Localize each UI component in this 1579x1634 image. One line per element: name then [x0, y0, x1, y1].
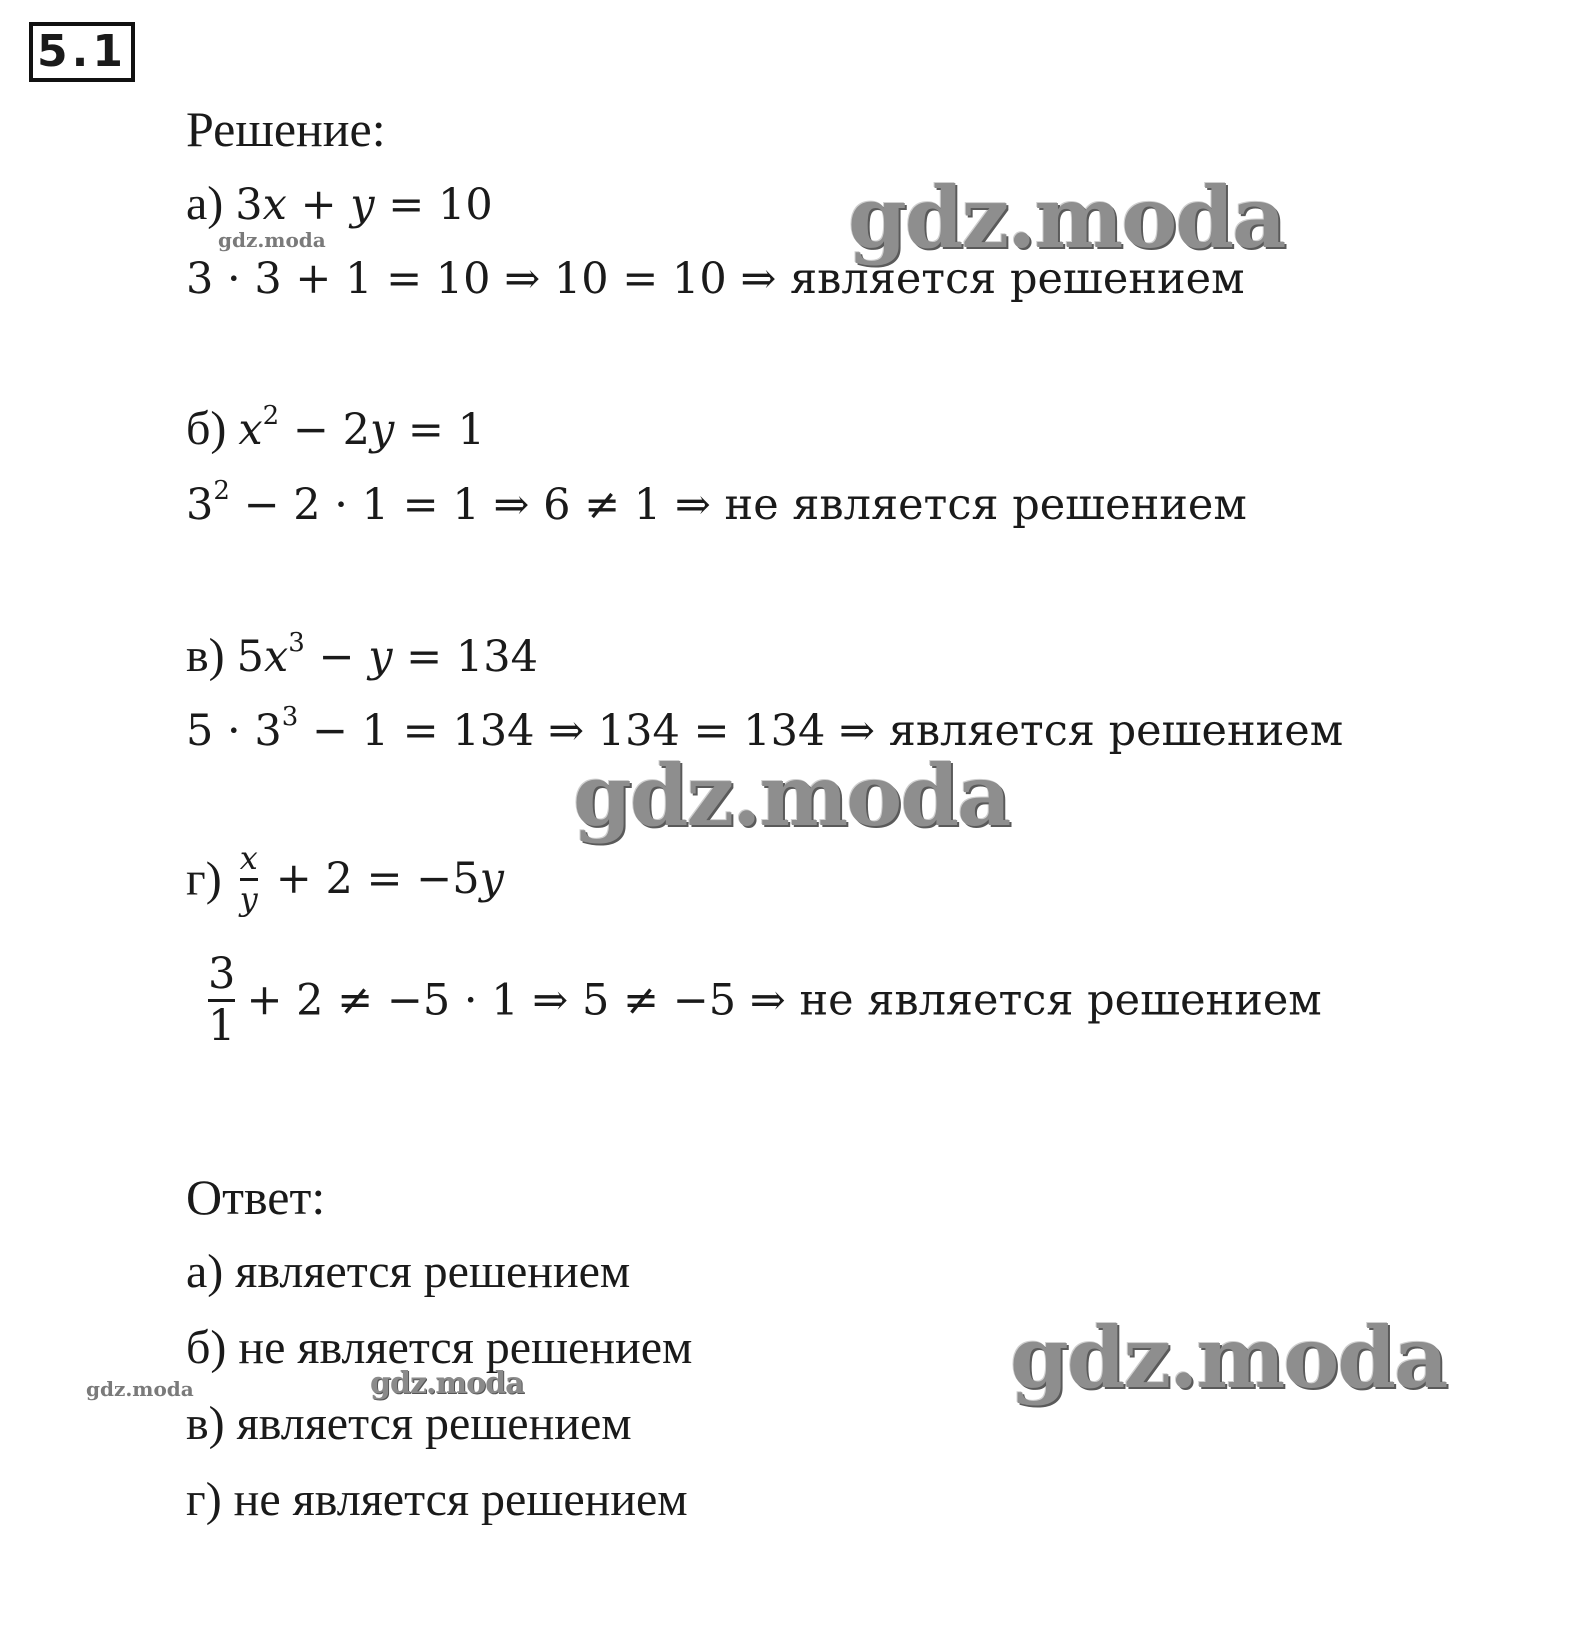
base: 3 — [186, 480, 214, 530]
denominator: y — [239, 879, 258, 918]
var-y: y — [479, 854, 504, 905]
watermark-medium: gdz.moda — [370, 1366, 524, 1401]
numerator: 3 — [208, 949, 236, 999]
part-b-label: б) — [186, 402, 227, 455]
watermark: gdz.moda — [573, 746, 1010, 845]
part-b-equation — [186, 401, 485, 456]
part-a-check: 3 · 3 + 1 = 10 ⇒ 10 = 10 ⇒ является решением — [186, 254, 1245, 304]
op: + — [286, 180, 351, 230]
var-y: y — [350, 180, 375, 230]
var-x: x — [262, 180, 287, 230]
answer-a: а) является решением — [186, 1245, 631, 1298]
answer-d: г) не является решением — [186, 1473, 688, 1526]
part-c-equation — [186, 628, 538, 683]
watermark-small: gdz.moda — [86, 1377, 194, 1401]
numerator: x — [239, 839, 258, 877]
coef: 3 — [235, 180, 263, 230]
var-x: x — [264, 632, 289, 682]
op: − 2 — [279, 405, 370, 455]
watermark-small: gdz.moda — [218, 228, 326, 252]
denominator: 1 — [208, 1001, 236, 1052]
exponent: 3 — [281, 702, 299, 732]
part-d-check — [200, 949, 1322, 1052]
task-number: 5.1 — [29, 22, 135, 82]
part-d-label: г) — [186, 852, 222, 906]
part-c-label: в) — [186, 629, 225, 682]
coef: 5 — [236, 632, 265, 682]
rhs: = 134 — [392, 632, 538, 682]
part-b-check — [186, 476, 1247, 530]
exponent: 2 — [262, 401, 280, 431]
fraction-3-over-1 — [208, 949, 236, 1052]
fraction-x-over-y — [239, 839, 258, 918]
rest: − 2 · 1 = 1 ⇒ 6 ≠ 1 ⇒ не является решением — [229, 480, 1247, 530]
pre: 5 · 3 — [186, 706, 282, 756]
rest: + 2 ≠ −5 · 1 ⇒ 5 ≠ −5 ⇒ не является решением — [246, 975, 1322, 1026]
rest: + 2 = −5 — [275, 854, 480, 905]
answer-b: б) не является решением — [186, 1321, 693, 1374]
var-y: y — [369, 405, 395, 455]
part-d-equation — [186, 839, 504, 918]
exponent: 3 — [288, 628, 305, 658]
var-x: x — [238, 405, 263, 455]
rhs: = 1 — [394, 405, 485, 455]
answer-c: в) является решением — [186, 1397, 632, 1450]
part-a-equation — [186, 176, 493, 231]
op: − — [304, 632, 369, 682]
var-y: y — [368, 632, 393, 682]
part-a-label: а) — [186, 177, 224, 230]
solution-heading: Решение: — [186, 101, 386, 157]
rest: − 1 = 134 ⇒ 134 = 134 ⇒ является решением — [298, 706, 1344, 756]
watermark: gdz.moda — [848, 168, 1285, 267]
exponent: 2 — [213, 476, 230, 506]
answer-heading: Ответ: — [186, 1169, 326, 1225]
watermark: gdz.moda — [1010, 1308, 1447, 1407]
rhs: = 10 — [374, 180, 493, 230]
